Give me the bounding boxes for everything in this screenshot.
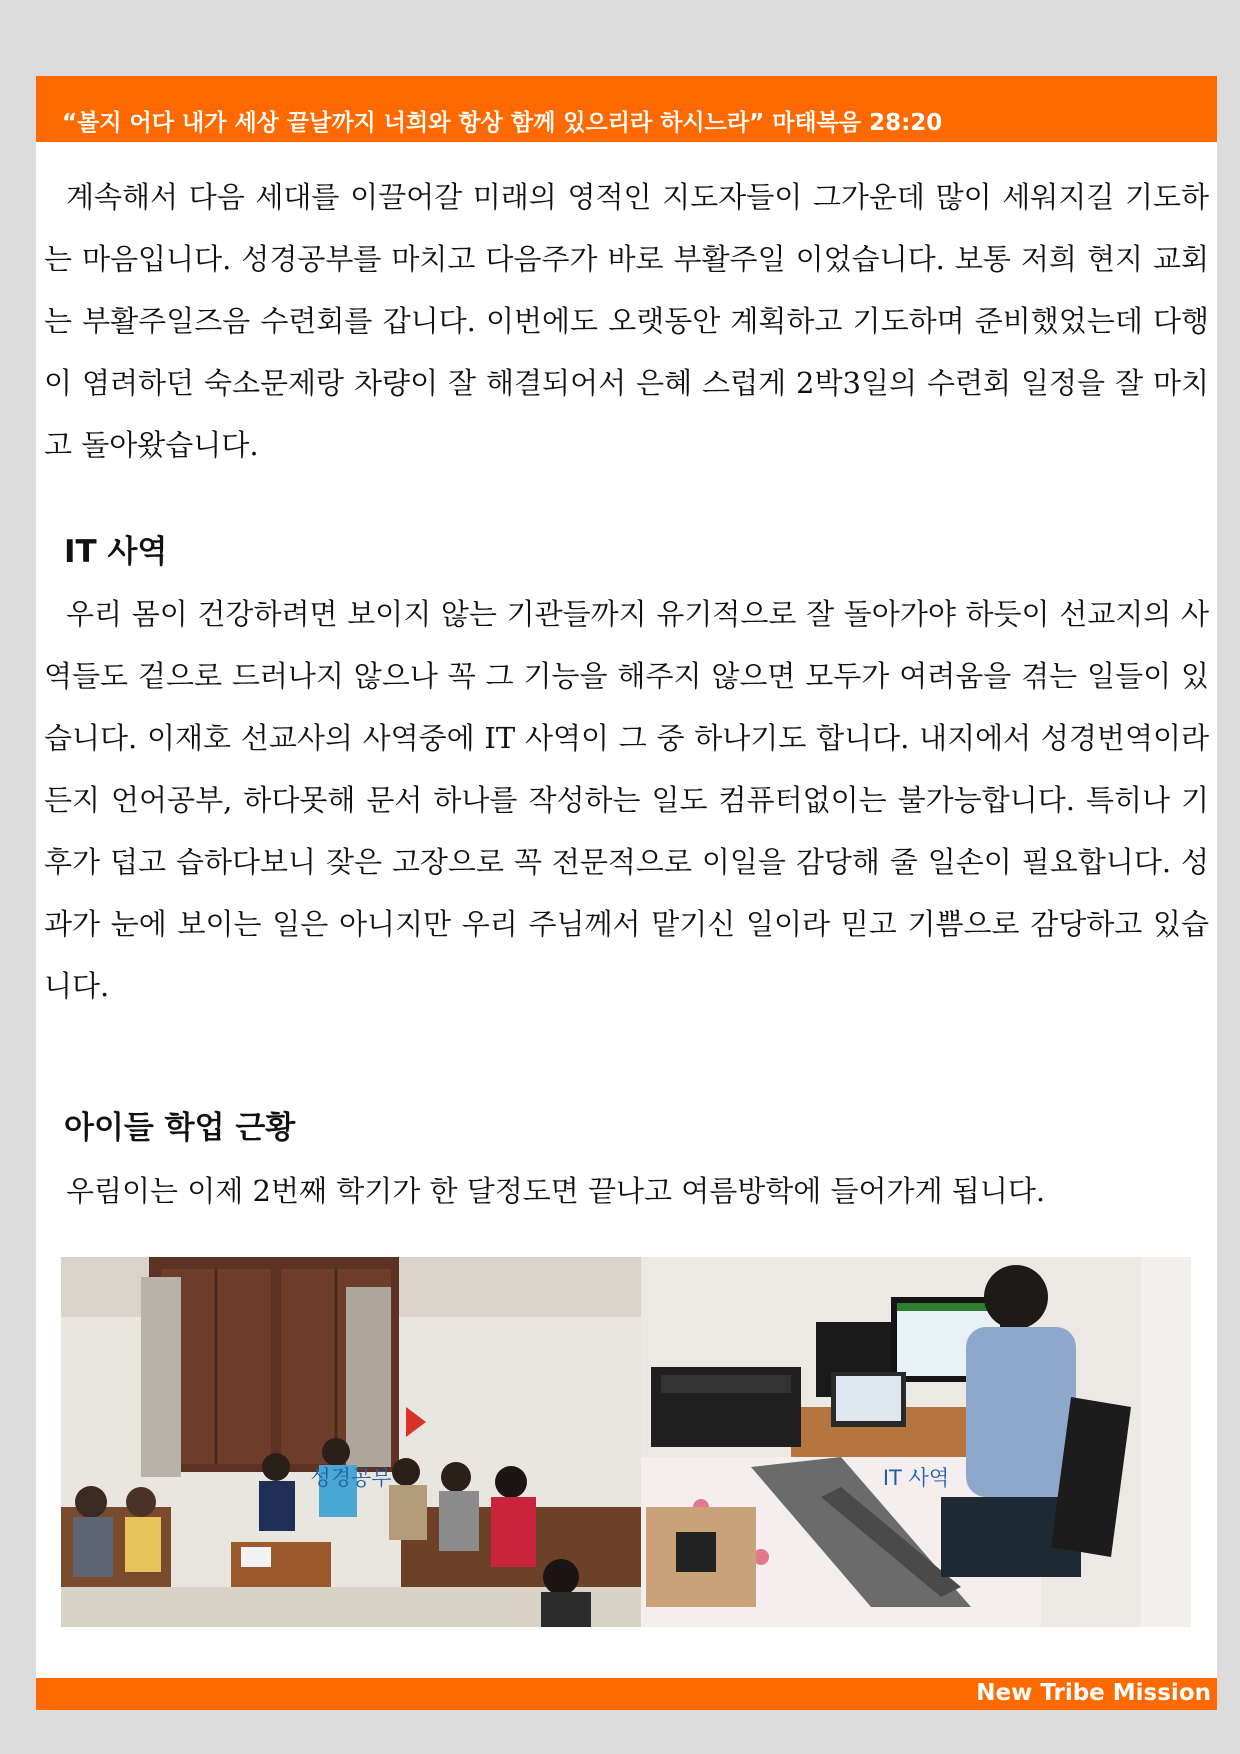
it-ministry-caption: IT 사역 <box>882 1466 950 1490</box>
it-section-heading: IT 사역 <box>64 534 168 570</box>
newsletter-page <box>36 76 1217 1710</box>
bible-study-photo <box>61 1257 641 1627</box>
kids-section-heading: 아이들 학업 근황 <box>64 1110 296 1146</box>
it-section-paragraph: 우리 몸이 건강하려면 보이지 않는 기관들까지 유기적으로 잘 돌아가야 하듯이 선교지의 사역들도 겉으로 드러나지 않으나 꼭 그 기능을 해주지 않으면 모두가 여려움을 겪는 일들이 있습니다. 이재호 선교사의 사역중에 IT 사역이 그 중 하나기도 합니다. 내지에서 성경번역이라든지 언어공부, 하다못해 문서 하나를 작성하는 일도 컴퓨터없이는 불가능합니다. 특히나 기후가 덥고 습하다보니 잦은 고장으로 꼭 전문적으로 이일을 감당해 줄 일손이 필요합니다. 성과가 눈에 보이는 일은 아니지만 우리 주님께서 맡기신 일이라 믿고 기쁨으로 감당하고 있습니다. <box>44 597 1209 1003</box>
header-quote: “볼지 어다 내가 세상 끝날까지 너희와 항상 함께 있으리라 하시느라” 마태복음 28:20 <box>62 110 943 136</box>
it-ministry-photo <box>641 1257 1191 1627</box>
bible-study-caption: 성경공부 <box>310 1466 392 1490</box>
kids-section-paragraph: 우림이는 이제 2번째 학기가 한 달정도면 끝나고 여름방학에 들어가게 됩니다. <box>66 1174 1046 1208</box>
header-bar <box>36 76 1217 142</box>
footer-org-name: New Tribe Mission <box>976 1680 1211 1706</box>
footer-bar <box>36 1678 1217 1710</box>
intro-paragraph: 계속해서 다음 세대를 이끌어갈 미래의 영적인 지도자들이 그가운데 많이 세워지길 기도하는 마음입니다. 성경공부를 마치고 다음주가 바로 부활주일 이었습니다. 보통 저희 현지 교회는 부활주일즈음 수련회를 갑니다. 이번에도 오랫동안 계획하고 기도하며 준비했었는데 다행이 염려하던 숙소문제랑 차량이 잘 해결되어서 은혜 스럽게 2박3일의 수련회 일정을 잘 마치고 돌아왔습니다. <box>44 180 1209 462</box>
